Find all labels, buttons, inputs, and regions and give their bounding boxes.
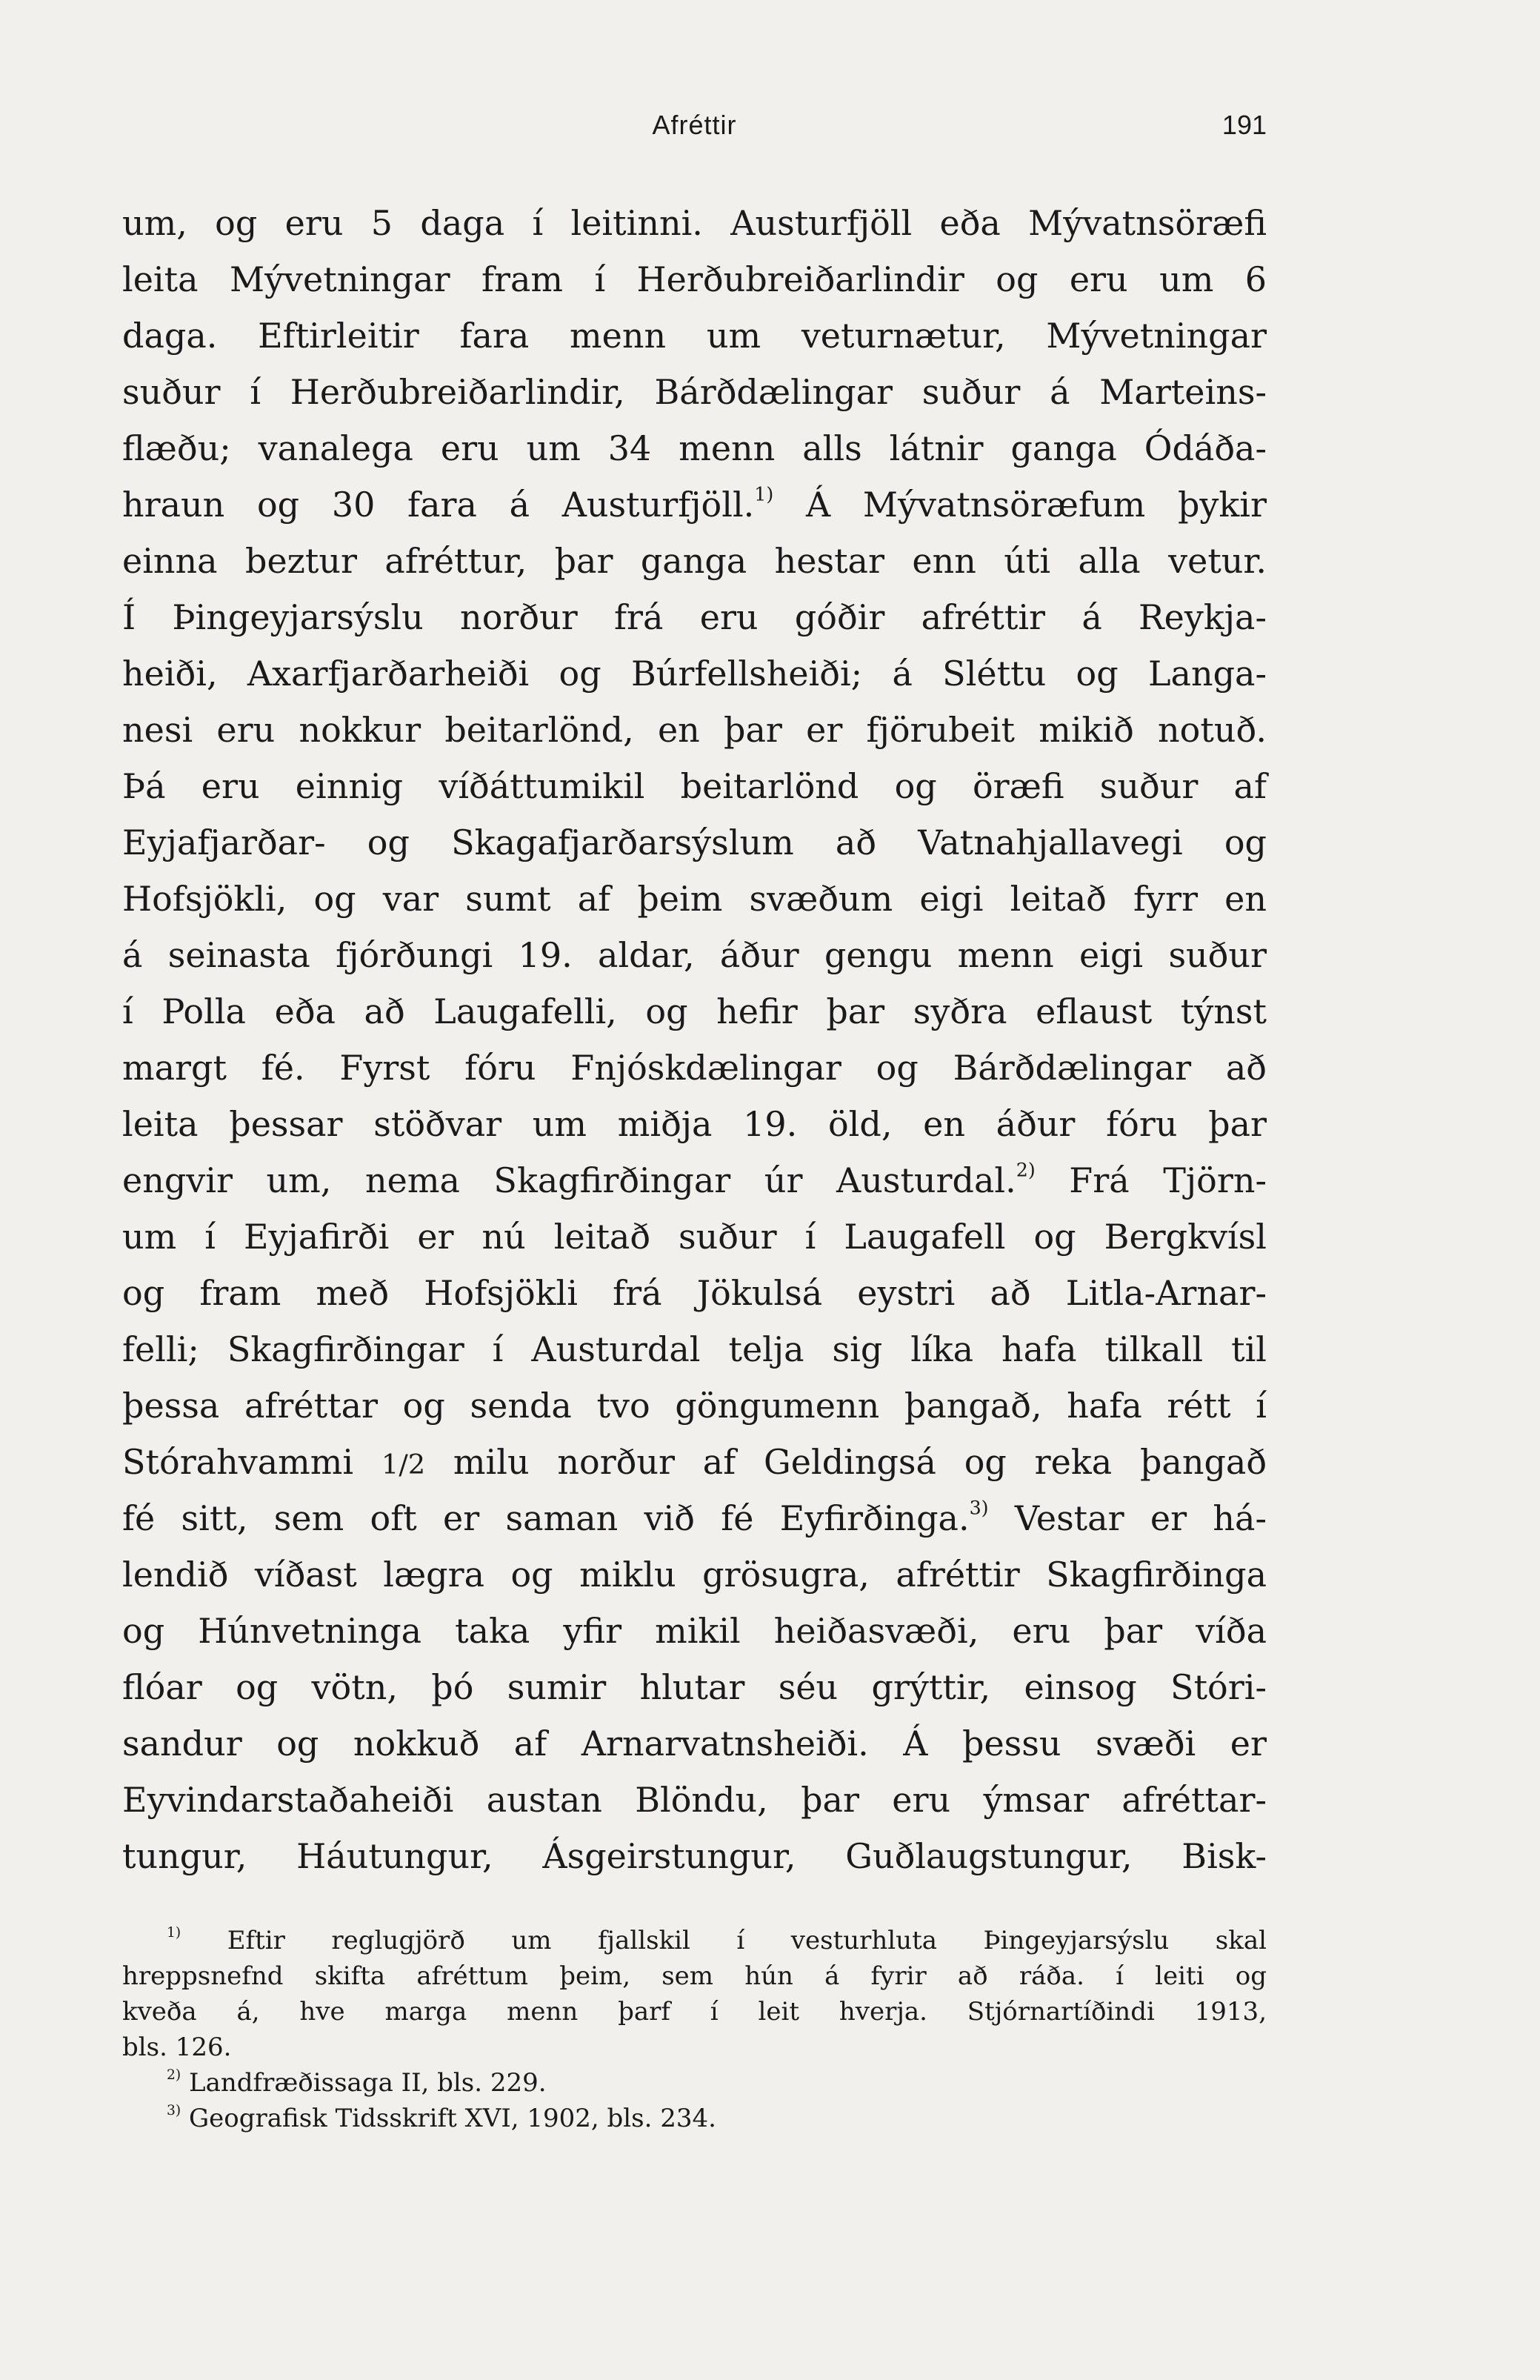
text-line: Eyjafjarðar- og Skagafjarðarsýslum að Vatnahjallavegi og	[122, 822, 1267, 862]
text-line: á seinasta fjórðungi 19. aldar, áður gengu menn eigi suður	[122, 935, 1267, 975]
footnote-text: Eftir reglugjörð um fjallskil í vesturhluta Þingeyjarsýslu skal	[227, 1926, 1267, 1955]
text-line: Eyvindarstaðaheiði austan Blöndu, þar eru ýmsar afréttar-	[122, 1780, 1267, 1820]
text-segment: Á Mývatnsöræfum þykir	[773, 485, 1267, 525]
text-line: flæðu; vanalega eru um 34 menn alls látnir ganga Ódáða-	[122, 428, 1267, 468]
footnotes	[122, 1923, 1267, 2136]
text-segment: fé sitt, sem oft er saman við fé Eyfirðinga.	[122, 1498, 970, 1538]
text-line: í Polla eða að Laugafelli, og hefir þar syðra eflaust týnst	[122, 991, 1267, 1031]
text-segment: Stórahvammi	[122, 1442, 354, 1482]
footnote-3	[122, 2101, 1267, 2136]
footnote-number: 2)	[167, 2067, 181, 2084]
text-line: margt fé. Fyrst fóru Fnjóskdælingar og Bárðdælingar að	[122, 1048, 1267, 1088]
text-line: leita þessar stöðvar um miðja 19. öld, en áður fóru þar	[122, 1104, 1267, 1144]
footnote-line: kveða á, hve marga menn þarf í leit hverja. Stjórnartíðindi 1913,	[122, 1997, 1267, 2027]
footnote-text: Landfræðissaga II, bls. 229.	[189, 2068, 547, 2098]
text-line: Þá eru einnig víðáttumikil beitarlönd og öræfi suður af	[122, 766, 1267, 806]
text-line: felli; Skagfirðingar í Austurdal telja sig líka hafa tilkall til	[122, 1329, 1267, 1369]
footnote-number: 3)	[167, 2103, 181, 2119]
text-line: suður í Herðubreiðarlindir, Bárðdælingar suður á Marteins-	[122, 372, 1267, 412]
text-line: þessa afréttar og senda tvo göngumenn þangað, hafa rétt í	[122, 1386, 1267, 1426]
footnote-line: bls. 126.	[122, 2032, 232, 2062]
footnote-1	[122, 1923, 1267, 1958]
footnote-marker: 1)	[754, 483, 774, 505]
main-text	[122, 195, 1267, 1884]
running-title: Afréttir	[652, 110, 737, 140]
text-line: og Húnvetninga taka yfir mikil heiðasvæði, eru þar víða	[122, 1611, 1267, 1651]
text-segment: Vestar er há-	[988, 1498, 1267, 1538]
text-line: Hofsjökli, og var sumt af þeim svæðum eigi leitað fyrr en	[122, 879, 1267, 919]
text-segment: hraun og 30 fara á Austurfjöll.	[122, 485, 755, 525]
fraction: 1/2	[381, 1449, 426, 1480]
text-segment: milu norður af Geldingsá og reka þangað	[425, 1442, 1267, 1482]
page-number: 191	[1221, 110, 1267, 140]
text-line: tungur, Háutungur, Ásgeirstungur, Guðlaugstungur, Bisk-	[122, 1836, 1267, 1876]
text-line: heiði, Axarfjarðarheiði og Búrfellsheiði; á Sléttu og Langa-	[122, 654, 1267, 694]
footnote-text: Geografisk Tidsskrift XVI, 1902, bls. 234.	[189, 2104, 716, 2133]
text-line: einna beztur afréttur, þar ganga hestar enn úti alla vetur.	[122, 541, 1267, 581]
footnote-marker: 3)	[969, 1497, 989, 1519]
footnote-2	[122, 2065, 1267, 2101]
text-line	[122, 1490, 1267, 1546]
text-line: og fram með Hofsjökli frá Jökulsá eystri að Litla-Arnar-	[122, 1273, 1267, 1313]
text-segment: Frá Tjörn-	[1035, 1160, 1267, 1200]
text-line	[122, 1152, 1267, 1209]
text-line: um í Eyjafirði er nú leitað suður í Laugafell og Bergkvísl	[122, 1217, 1267, 1257]
text-segment: engvir um, nema Skagfirðingar úr Austurdal.	[122, 1160, 1016, 1200]
footnote-number: 1)	[167, 1925, 181, 1941]
text-line: um, og eru 5 daga í leitinni. Austurfjöll eða Mývatnsöræfi	[122, 203, 1267, 243]
page-header	[122, 110, 1267, 154]
text-line	[122, 1434, 1267, 1490]
text-line: daga. Eftirleitir fara menn um veturnætur, Mývetningar	[122, 316, 1267, 356]
footnote-line: hreppsnefnd skifta afréttum þeim, sem hún á fyrir að ráða. í leiti og	[122, 1961, 1267, 1991]
text-line	[122, 476, 1267, 533]
text-line: lendið víðast lægra og miklu grösugra, afréttir Skagfirðinga	[122, 1555, 1267, 1595]
text-line: Í Þingeyjarsýslu norður frá eru góðir afréttir á Reykja-	[122, 597, 1267, 637]
text-line: sandur og nokkuð af Arnarvatnsheiði. Á þessu svæði er	[122, 1723, 1267, 1764]
text-line: nesi eru nokkur beitarlönd, en þar er fjörubeit mikið notuð.	[122, 710, 1267, 750]
text-line: flóar og vötn, þó sumir hlutar séu grýttir, einsog Stóri-	[122, 1667, 1267, 1707]
text-line: leita Mývetningar fram í Herðubreiðarlindir og eru um 6	[122, 259, 1267, 299]
footnote-marker: 2)	[1016, 1159, 1036, 1181]
